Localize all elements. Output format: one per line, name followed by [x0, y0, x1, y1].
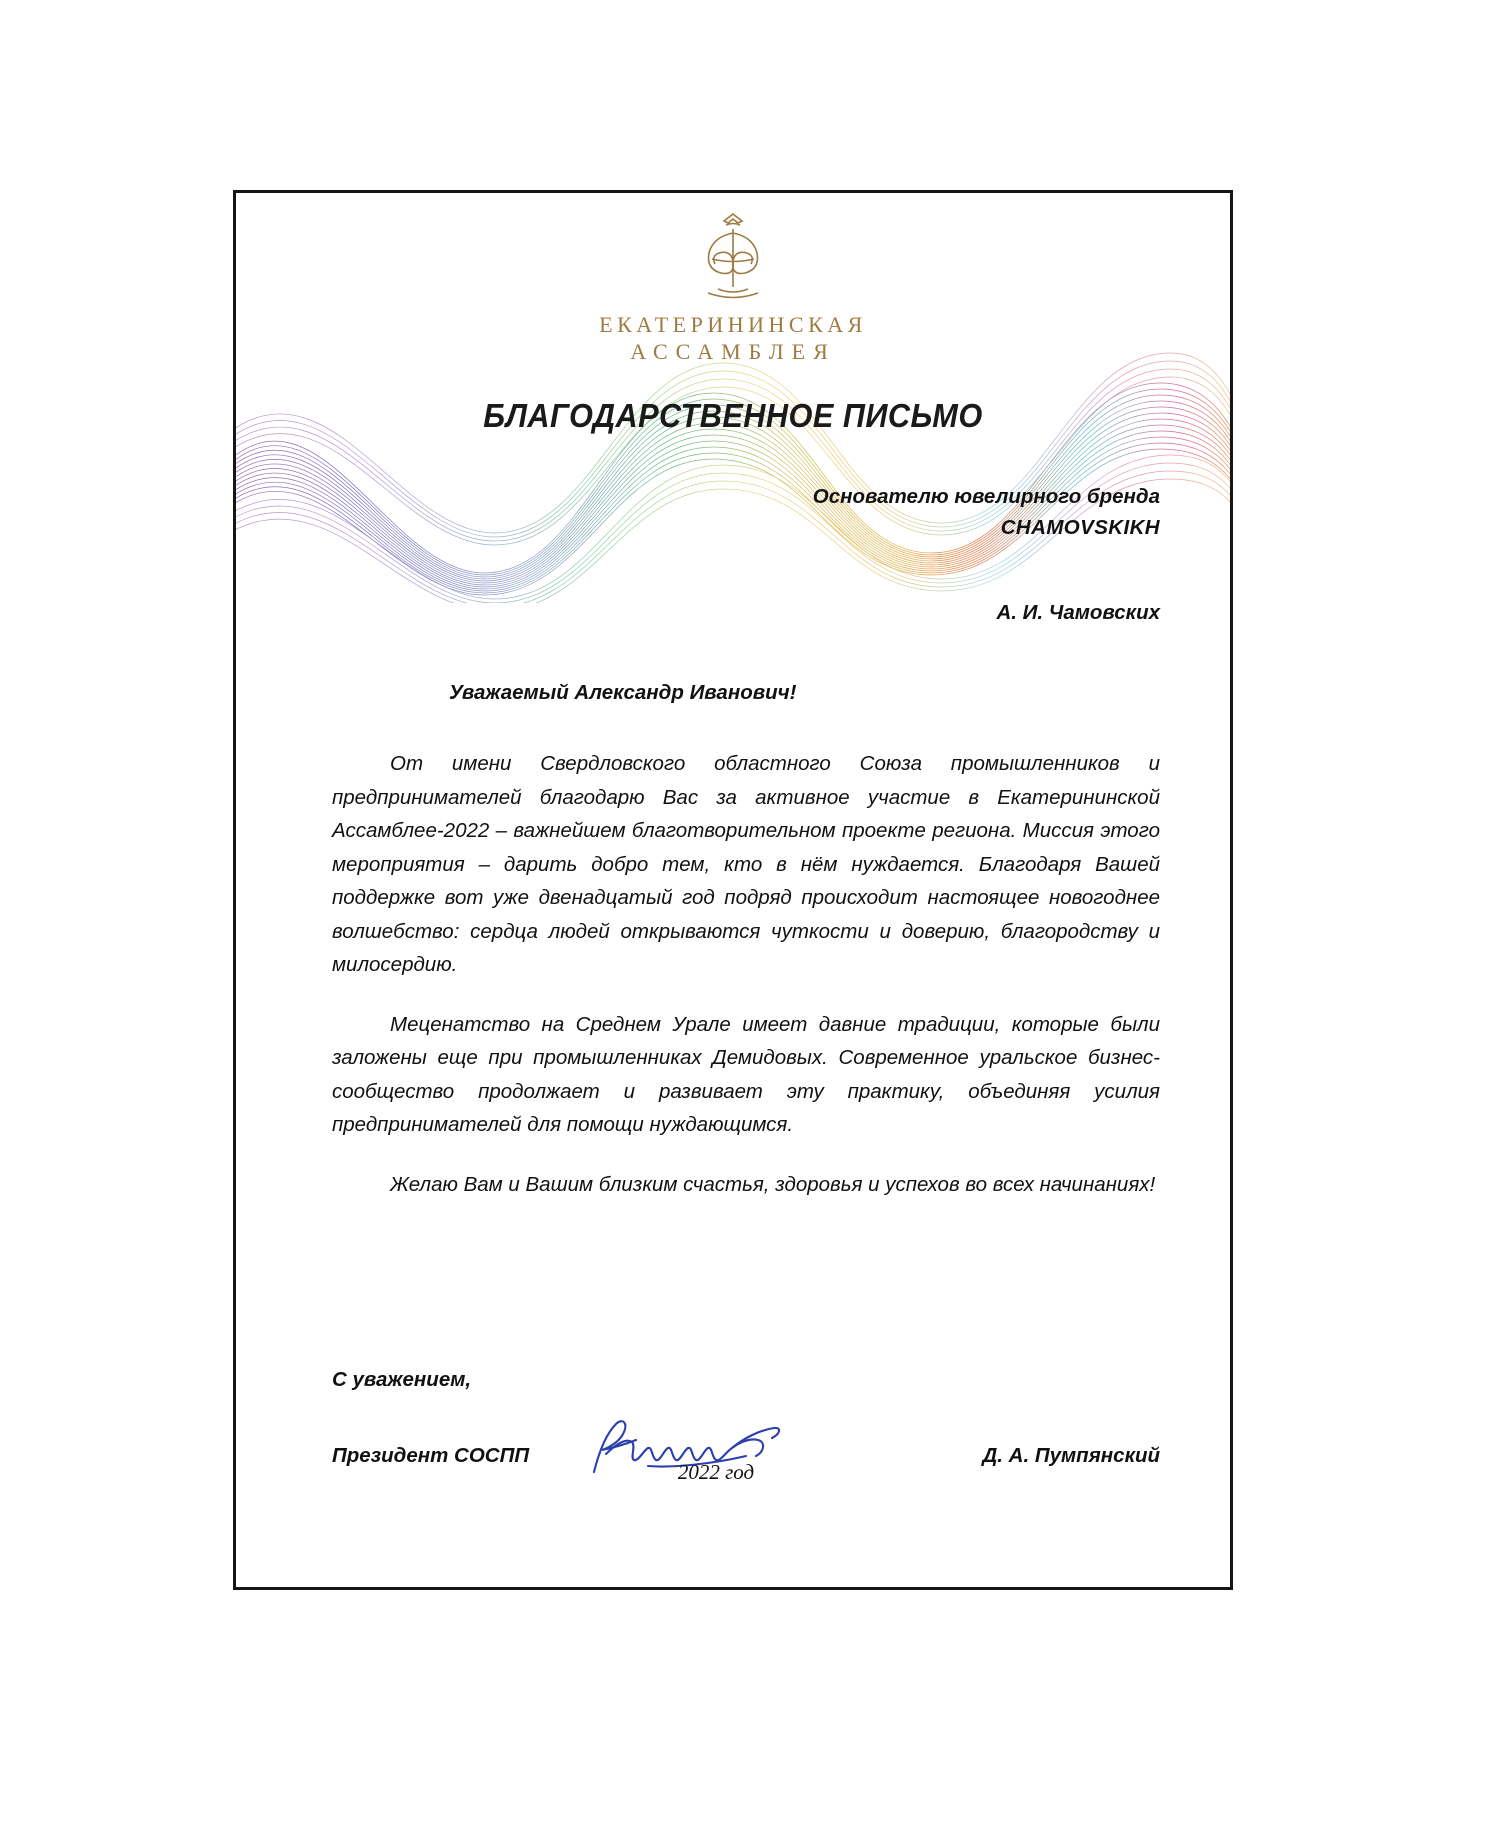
ekaterininskaya-monogram-icon: [678, 201, 788, 311]
letter-sheet: [233, 190, 1233, 1590]
signer-name: Д. А. Пумпянский: [982, 1444, 1160, 1467]
logo-text-line-2: АССАМБЛЕЯ: [630, 339, 836, 364]
body-paragraph: Желаю Вам и Вашим близким счастья, здоровья и успехов во всех начинаниях!: [390, 1172, 1156, 1196]
logo-text-line-1: ЕКАТЕРИНИНСКАЯ: [599, 312, 867, 337]
salutation: Уважаемый Александр Иванович!: [449, 681, 797, 704]
letter-body: [332, 681, 1160, 1227]
closing-line: С уважением,: [332, 1368, 472, 1391]
organization-logo: [236, 201, 1230, 365]
body-paragraph: От имени Свердловского областного Союза промышленников и предпринимателей благодарю Вас за активное участие в Екатерининской Ассамблее-2022 – важнейшем благотворительном проекте региона. Миссия этого мероприятия – дарить добро тем, кто в нём нуждается. Благодаря Вашей поддержке вот уже двенадцатый год подряд происходит настоящее новогоднее волшебство: сердца людей открываются чуткости и доверию, благородству и милосердию.: [332, 752, 1160, 976]
signer-title: Президент СОСПП: [332, 1444, 530, 1467]
signature-year: 2022 год: [677, 1460, 755, 1484]
addressee-brand: CHAMOVSKIKH: [1000, 516, 1160, 539]
addressee-block: [640, 483, 1160, 545]
page-title: БЛАГОДАРСТВЕННОЕ ПИСЬМО: [483, 397, 983, 434]
signature-block: [332, 1368, 1160, 1484]
addressee-role: Основателю ювелирного бренда: [812, 485, 1160, 508]
body-paragraph: Меценатство на Среднем Урале имеет давние традиции, которые были заложены еще при промышленниках Демидовых. Современное уральское бизнес-сообщество продолжает и развивает эту практику, объединяя усилия предпринимателей для помощи нуждающимся.: [332, 1012, 1160, 1136]
multicolor-wave-ribbon-decoration: [236, 323, 1230, 603]
addressee-name: А. И. Чамовских: [996, 601, 1160, 624]
